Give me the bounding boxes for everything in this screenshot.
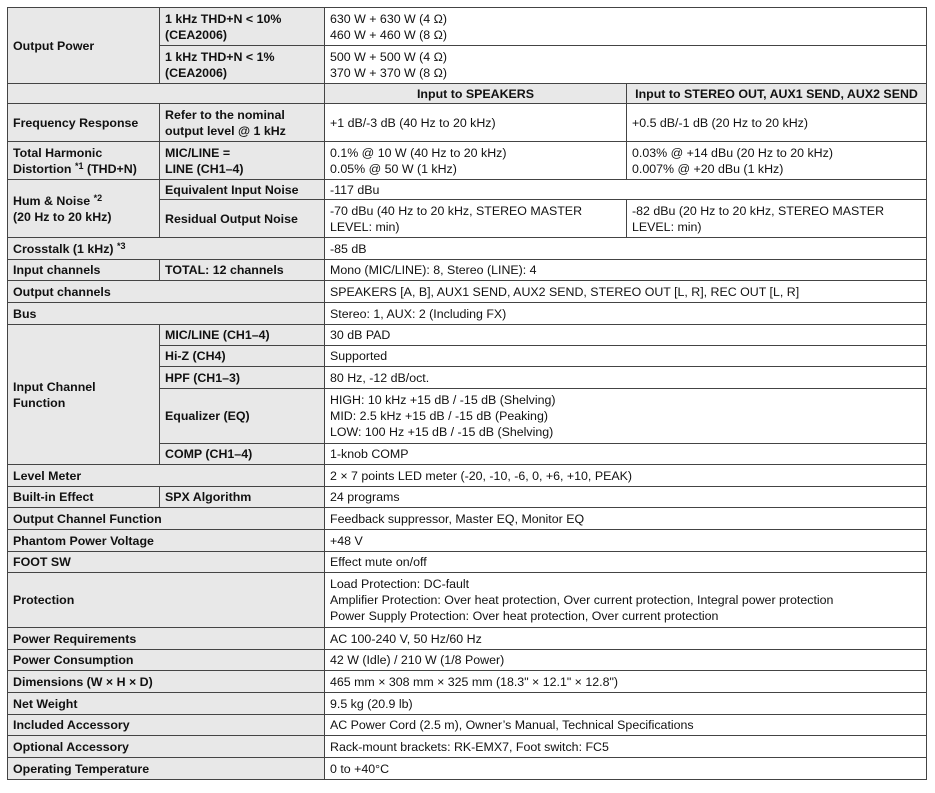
bus-label: Bus <box>8 303 325 325</box>
power-consumption-row <box>8 650 927 671</box>
frequency-response-speakers: +1 dB/-3 dB (40 Hz to 20 kHz) <box>325 104 627 142</box>
protection-label: Protection <box>8 573 325 628</box>
input-channels-value: Mono (MIC/LINE): 8, Stereo (LINE): 4 <box>325 260 927 281</box>
net-weight-value: 9.5 kg (20.9 lb) <box>325 693 927 715</box>
specifications-table <box>7 7 927 780</box>
residual-output-noise-speakers: -70 dBu (40 Hz to 20 kHz, STEREO MASTER LEVEL: min) <box>325 200 627 238</box>
bus-value: Stereo: 1, AUX: 2 (Including FX) <box>325 303 927 325</box>
input-channels-label: Input channels <box>8 260 160 281</box>
equivalent-input-noise-value: -117 dBu <box>325 180 927 200</box>
icf-equalizer-value: HIGH: 10 kHz +15 dB / -15 dB (Shelving) MID: 2.5 kHz +15 dB / -15 dB (Peaking) LOW: 100 Hz +15 dB / -15 dB (Shelving) <box>325 389 927 444</box>
crosstalk-value: -85 dB <box>325 238 927 260</box>
output-channels-value: SPEAKERS [A, B], AUX1 SEND, AUX2 SEND, STEREO OUT [L, R], REC OUT [L, R] <box>325 281 927 303</box>
footnote-marker: *1 <box>74 160 84 171</box>
thd-row <box>8 142 927 180</box>
input-channels-total: TOTAL: 12 channels <box>160 260 325 281</box>
equivalent-input-noise-label: Equivalent Input Noise <box>160 180 325 200</box>
column-header-row <box>8 84 927 104</box>
residual-output-noise-label: Residual Output Noise <box>160 200 325 238</box>
net-weight-row <box>8 693 927 715</box>
level-meter-row <box>8 465 927 487</box>
icf-comp-label: COMP (CH1–4) <box>160 444 325 465</box>
output-channels-row <box>8 281 927 303</box>
protection-value: Load Protection: DC-fault Amplifier Protection: Over heat protection, Over current protection, Integral power protection Power Supply Protection: Over heat protection, Over current protection <box>325 573 927 628</box>
phantom-power-value: +48 V <box>325 530 927 552</box>
frequency-response-stereo: +0.5 dB/-1 dB (20 Hz to 20 kHz) <box>627 104 927 142</box>
footnote-marker: *2 <box>93 192 103 203</box>
frequency-response-label: Frequency Response <box>8 104 160 142</box>
output-channel-function-row <box>8 508 927 530</box>
thd-condition: MIC/LINE = LINE (CH1–4) <box>160 142 325 180</box>
input-channel-function-label: Input Channel Function <box>8 325 160 465</box>
header-input-to-speakers: Input to SPEAKERS <box>325 84 627 104</box>
bus-row <box>8 303 927 325</box>
output-power-condition-1pct: 1 kHz THD+N < 1% (CEA2006) <box>160 46 325 84</box>
optional-accessory-value: Rack-mount brackets: RK-EMX7, Foot switch: FC5 <box>325 736 927 758</box>
output-power-value-1pct: 500 W + 500 W (4 Ω) 370 W + 370 W (8 Ω) <box>325 46 927 84</box>
icf-comp-value: 1-knob COMP <box>325 444 927 465</box>
foot-sw-row <box>8 552 927 573</box>
optional-accessory-row <box>8 736 927 758</box>
dimensions-row <box>8 671 927 693</box>
dimensions-value: 465 mm × 308 mm × 325 mm (18.3" × 12.1" × 12.8") <box>325 671 927 693</box>
built-in-effect-label: Built-in Effect <box>8 487 160 508</box>
output-power-condition-10pct: 1 kHz THD+N < 10% (CEA2006) <box>160 8 325 46</box>
residual-output-noise-stereo: -82 dBu (20 Hz to 20 kHz, STEREO MASTER LEVEL: min) <box>627 200 927 238</box>
frequency-response-row <box>8 104 927 142</box>
hum-noise-row <box>8 180 927 200</box>
icf-hi-z-label: Hi-Z (CH4) <box>160 346 325 367</box>
power-requirements-value: AC 100-240 V, 50 Hz/60 Hz <box>325 628 927 650</box>
output-power-value-10pct: 630 W + 630 W (4 Ω) 460 W + 460 W (8 Ω) <box>325 8 927 46</box>
built-in-effect-row <box>8 487 927 508</box>
thd-stereo: 0.03% @ +14 dBu (20 Hz to 20 kHz) 0.007% @ +20 dBu (1 kHz) <box>627 142 927 180</box>
input-channels-row <box>8 260 927 281</box>
foot-sw-label: FOOT SW <box>8 552 325 573</box>
protection-row <box>8 573 927 628</box>
hum-noise-label: Hum & Noise $^{*2}$ (20 Hz to 20 kHz) <box>8 180 160 238</box>
footnote-marker: *3 <box>117 240 126 251</box>
foot-sw-value: Effect mute on/off <box>325 552 927 573</box>
power-consumption-label: Power Consumption <box>8 650 325 671</box>
output-channel-function-label: Output Channel Function <box>8 508 325 530</box>
built-in-effect-value: 24 programs <box>325 487 927 508</box>
phantom-power-label: Phantom Power Voltage <box>8 530 325 552</box>
optional-accessory-label: Optional Accessory <box>8 736 325 758</box>
output-power-label: Output Power <box>8 8 160 84</box>
thd-speakers: 0.1% @ 10 W (40 Hz to 20 kHz) 0.05% @ 50 W (1 kHz) <box>325 142 627 180</box>
operating-temperature-value: 0 to +40°C <box>325 758 927 780</box>
icf-equalizer-label: Equalizer (EQ) <box>160 389 325 444</box>
icf-mic-line-label: MIC/LINE (CH1–4) <box>160 325 325 346</box>
built-in-effect-sub: SPX Algorithm <box>160 487 325 508</box>
net-weight-label: Net Weight <box>8 693 325 715</box>
crosstalk-row <box>8 238 927 260</box>
included-accessory-value: AC Power Cord (2.5 m), Owner’s Manual, Technical Specifications <box>325 715 927 736</box>
icf-hpf-value: 80 Hz, -12 dB/oct. <box>325 367 927 389</box>
icf-hpf-label: HPF (CH1–3) <box>160 367 325 389</box>
icf-hi-z-value: Supported <box>325 346 927 367</box>
header-input-to-stereo-aux: Input to STEREO OUT, AUX1 SEND, AUX2 SEND <box>627 84 927 104</box>
included-accessory-label: Included Accessory <box>8 715 325 736</box>
header-blank-cell <box>8 84 325 104</box>
operating-temperature-row <box>8 758 927 780</box>
power-requirements-label: Power Requirements <box>8 628 325 650</box>
thd-label: Total Harmonic Distortion $^{*1}$ (THD+N) <box>8 142 160 180</box>
crosstalk-label: Crosstalk (1 kHz) $^{*3}$ <box>8 238 325 260</box>
power-consumption-value: 42 W (Idle) / 210 W (1/8 Power) <box>325 650 927 671</box>
frequency-response-condition: Refer to the nominal output level @ 1 kHz <box>160 104 325 142</box>
included-accessory-row <box>8 715 927 736</box>
power-requirements-row <box>8 628 927 650</box>
phantom-power-row <box>8 530 927 552</box>
dimensions-label: Dimensions (W × H × D) <box>8 671 325 693</box>
level-meter-label: Level Meter <box>8 465 325 487</box>
output-power-row <box>8 8 927 46</box>
level-meter-value: 2 × 7 points LED meter (-20, -10, -6, 0, +6, +10, PEAK) <box>325 465 927 487</box>
output-channel-function-value: Feedback suppressor, Master EQ, Monitor EQ <box>325 508 927 530</box>
operating-temperature-label: Operating Temperature <box>8 758 325 780</box>
input-channel-function-row <box>8 325 927 346</box>
icf-mic-line-value: 30 dB PAD <box>325 325 927 346</box>
output-channels-label: Output channels <box>8 281 325 303</box>
